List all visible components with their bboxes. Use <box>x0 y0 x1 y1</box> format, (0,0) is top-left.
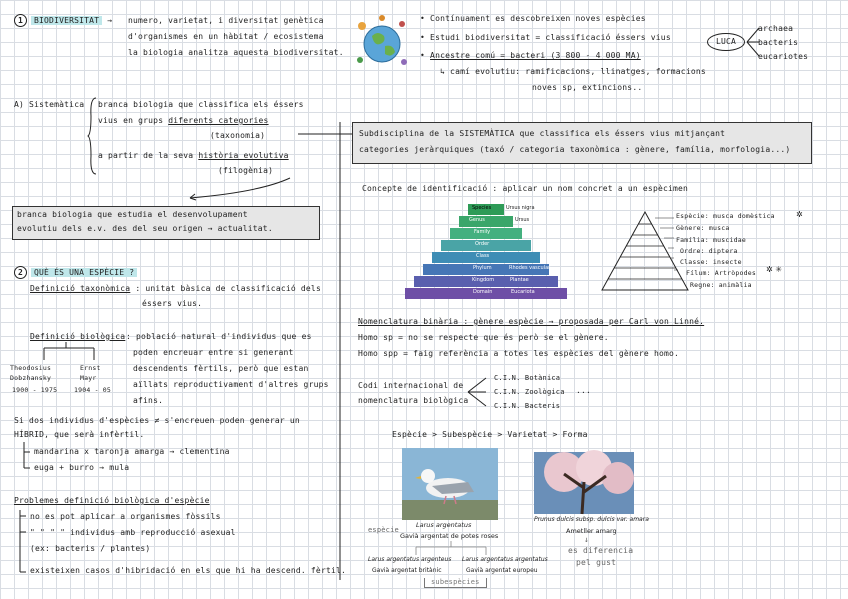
tri-label-filum: Fílum: Artròpodes <box>686 269 756 277</box>
hibrid-example1: mandarina x taronja amarga → clementina <box>34 447 230 456</box>
almond-arrow: ↓ <box>584 535 590 544</box>
section2-title: QUÈ ÉS UNA ESPÈCIE ? <box>31 268 137 277</box>
pyramid-row-phylum: Phylum Rhodes vascular <box>423 264 549 275</box>
homo-sp: Homo sp = no se respecte que és però se el gènere. <box>358 333 609 342</box>
codi-more: ... <box>576 386 592 395</box>
tri-label-classe: Classe: insecte <box>680 258 742 266</box>
hibrid-line2: HÍBRID, que serà infèrtil. <box>14 430 145 439</box>
gull-photo <box>402 448 498 520</box>
hibrid-examples-bracket <box>20 442 30 472</box>
luca-branch-1: archaea <box>758 24 794 33</box>
filogenia-box-line1: branca biologia que estudia el desenvolupament <box>17 210 248 219</box>
tri-label-familia: Família: muscidae <box>676 236 746 244</box>
section1-line3: la biologia analitza aquesta biodiversitat. <box>128 48 344 57</box>
author2-name: Ernst <box>80 364 101 372</box>
taxonomia-box <box>352 122 812 164</box>
section1-line2: d'organismes en un hàbitat / ecosistema <box>128 32 324 41</box>
pyramid-row-genus: Genus Ursus <box>459 216 513 227</box>
sistematica-line1: branca biologia que classifica els éssers <box>98 100 304 109</box>
homo-spp: Homo spp = faig referència a totes les espècies del gènere homo. <box>358 349 680 358</box>
almond-name: Prunus dulcis subsp. dulcis var. amara <box>534 516 649 523</box>
taxonomia-box-line1: Subdisciplina de la SISTEMÀTICA que classifica els éssers vius mitjançant <box>359 129 726 138</box>
tri-label-ordre: Ordre: diptera <box>680 247 738 255</box>
author2-years: 1904 - 05 <box>74 386 112 394</box>
pyramid-row-species: Species Ursus nigra <box>468 204 504 215</box>
codi-line2: nomenclatura biològica <box>358 396 469 405</box>
luca-branch-2: bacteris <box>758 38 799 47</box>
problemes-title: Problemes definició biològica d'espècie <box>14 496 210 505</box>
ancestor-sub: ↳ camí evolutiu: ramificacions, llinatges, formacions <box>440 67 706 76</box>
tri-label-regne: Regne: animàlia <box>690 281 752 289</box>
gull-tree <box>396 541 506 557</box>
fly-icon: ✲ <box>796 210 803 219</box>
pyramid-row-family: Family <box>450 228 522 239</box>
problemes-bracket <box>16 510 26 576</box>
taxonomia-label: (taxonomia) <box>210 131 266 140</box>
luca-branch-3: eucariotes <box>758 52 809 61</box>
problema-1: no es pot aplicar a organismes fòssils <box>30 512 221 521</box>
concepte-identificacio: Concepte de identificació : aplicar un nom concret a un espècimen <box>362 184 689 193</box>
hibrid-example2: euga + burro → mula <box>34 463 130 472</box>
def-biologica-line3: descendents fèrtils, però que estan <box>133 364 309 373</box>
bullet-2: • Estudi biodiversitat = classificació éssers vius <box>420 33 671 42</box>
gull-species: Larus argentatus <box>416 521 472 529</box>
sistematica-line2: vius en grups diferents categories <box>98 116 269 125</box>
filogenia-box <box>12 206 320 240</box>
sub2-name: Larus argentatus argentatus <box>462 556 548 563</box>
sub1-common: Gavià argentat britànic <box>372 567 442 574</box>
ancestor-sub2: noves sp, extincions.. <box>532 83 643 92</box>
gull-common: Gavià argentat de potes roses <box>400 532 499 540</box>
tri-label-genere: Gènere: musca <box>676 224 730 232</box>
authors-branch <box>36 342 106 364</box>
def-biologica-line4: aïllats reproductivament d'altres grups <box>133 380 329 389</box>
hierarchy-line: Espècie > Subespècie > Varietat > Forma <box>392 430 588 439</box>
section1-number: 1 <box>14 14 27 27</box>
problema-3: (ex: bacteris / plantes) <box>30 544 151 553</box>
def-taxonomica-line2: éssers vius. <box>142 299 203 308</box>
problema-4: existeixen casos d'hibridació en els que hi ha descend. fèrtil. <box>30 566 347 575</box>
pyramid-row-domain: Domain Eucariota <box>405 288 567 299</box>
codi-botanica: C.I.N. Botànica <box>494 374 561 382</box>
hibrid-line1: Si dos individus d'espècies ≠ s'encreuen poden generar un <box>14 416 300 425</box>
bullet-1: • Contínuament es descobreixen noves espècies <box>420 14 646 23</box>
author1-surname: Dobzhansky <box>10 374 52 382</box>
author2-surname: Mayr <box>80 374 97 382</box>
def-biologica-label: Definició biològica <box>30 332 126 341</box>
almond-note1: es diferencia <box>568 546 634 555</box>
pyramid-row-kingdom: Kingdom Plantae <box>414 276 558 287</box>
taxonomia-box-line2: categories jeràrquiques (taxó / categoria taxonòmica : gènere, família, morfologia...) <box>359 145 791 154</box>
sistematica-label: A) Sistemàtica <box>14 100 85 109</box>
section2-number: 2 <box>14 266 27 279</box>
insect-icons: ✲ ✳ <box>766 265 782 274</box>
pyramid-row-order: Order <box>441 240 531 251</box>
almond-note2: pel gust <box>576 558 617 567</box>
section1-line1: numero, varietat, i diversitat genètica <box>128 16 324 25</box>
subespecies-label: subespècies <box>424 578 487 588</box>
sistematica-line3: a partir de la seva història evolutiva <box>98 151 289 160</box>
filogenia-box-line2: evolutiu dels e.v. des del seu origen → actualitat. <box>17 224 273 233</box>
author1-name: Theodosius <box>10 364 52 372</box>
section1-arrow: → <box>107 16 113 25</box>
codi-branches <box>466 374 490 410</box>
nomenclatura-binaria: Nomenclatura binària : gènere espècie → proposada per Carl von Linné. <box>358 317 705 326</box>
def-biologica-line1: : població natural d'individus que es <box>126 332 312 341</box>
taxonomy-pyramid <box>402 204 570 302</box>
sub1-name: Larus argentatus argenteus <box>368 556 452 563</box>
almond-common: Ametller amarg <box>566 527 617 535</box>
codi-zoologica: C.I.N. Zoològica <box>494 388 565 396</box>
tri-label-especie: Espècie: musca domèstica <box>676 212 775 220</box>
section2-heading <box>14 266 137 279</box>
almond-tree-photo <box>534 452 634 514</box>
luca-badge: LUCA <box>707 33 745 51</box>
filogenia-label: (filogènia) <box>218 166 274 175</box>
def-biologica-line5: afins. <box>133 396 164 405</box>
taxonomy-triangle-outline <box>600 210 690 292</box>
bullet-3: • Ancestre comú = bacteri (3 800 - 4 000 MA) <box>420 51 641 60</box>
codi-line1: Codi internacional de <box>358 381 464 390</box>
pyramid-row-class: Class <box>432 252 540 263</box>
codi-bacteris: C.I.N. Bacteris <box>494 402 561 410</box>
sub2-common: Gavià argentat europeu <box>466 567 538 574</box>
def-biologica-line2: poden encreuar entre si generant <box>133 348 294 357</box>
def-taxonomica: Definició taxonòmica : unitat bàsica de classificació dels <box>30 284 321 293</box>
problema-2: " " " " individus amb reproducció asexual <box>30 528 236 537</box>
especie-tag: espècie <box>368 526 399 534</box>
author1-years: 1900 - 1975 <box>12 386 58 394</box>
section1-title: BIODIVERSITAT <box>31 16 102 25</box>
